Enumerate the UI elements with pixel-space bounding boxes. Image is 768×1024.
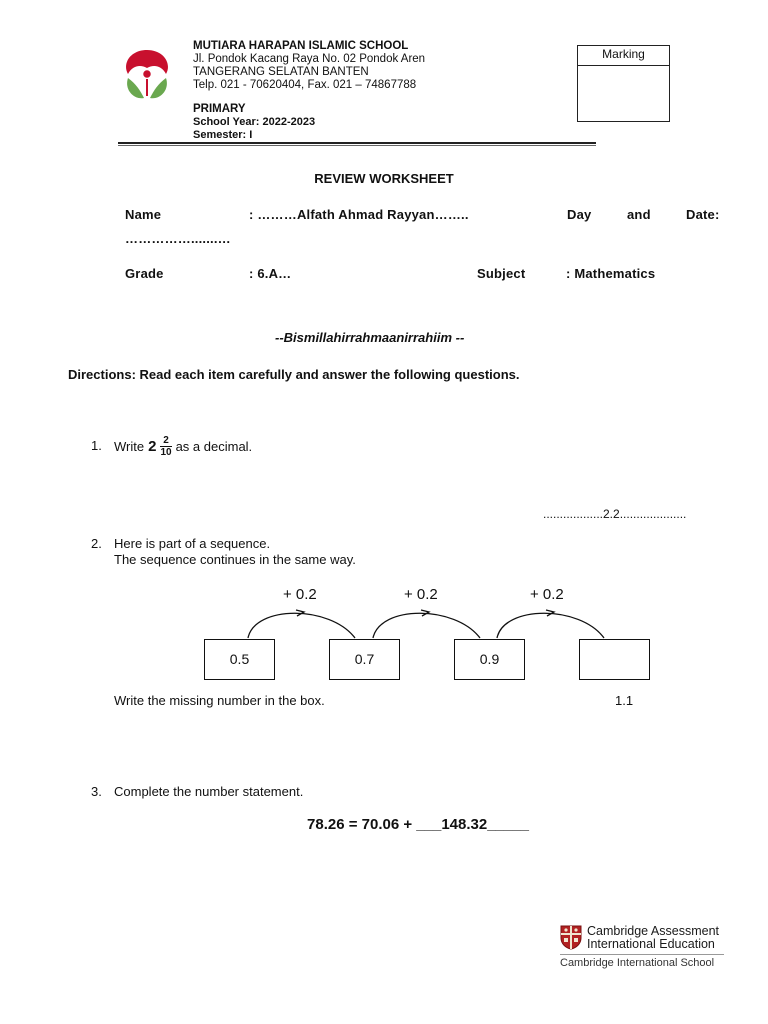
q1-number: 1.	[91, 438, 102, 453]
semester: Semester: I	[193, 129, 253, 141]
cambridge-name	[587, 925, 719, 951]
q2-instruction: Write the missing number in the box.	[114, 693, 325, 708]
marking-label: Marking	[578, 46, 669, 66]
and-label: and	[627, 207, 651, 222]
q1-answer: ..................2.2....................	[543, 507, 687, 521]
grade-value: : 6.A…	[249, 266, 292, 281]
name-label: Name	[125, 207, 162, 222]
sequence-box-answer[interactable]	[579, 639, 650, 680]
q3-statement: 78.26 = 70.06 + ___148.32_____	[307, 816, 529, 833]
cambridge-subtitle: Cambridge International School	[560, 957, 715, 969]
q2-line-1: Here is part of a sequence.	[114, 536, 271, 551]
q2-number: 2.	[91, 536, 102, 551]
directions: Directions: Read each item carefully and answer the following questions.	[68, 367, 520, 382]
marking-box	[577, 45, 670, 122]
q1-suffix: as a decimal.	[175, 438, 253, 454]
school-phone: Telp. 021 - 70620404, Fax. 021 – 74867788	[193, 79, 417, 91]
step-label-2: + 0.2	[404, 586, 438, 603]
school-logo	[116, 44, 178, 102]
date-value: …………….......…	[125, 231, 231, 246]
school-address-1: Jl. Pondok Kacang Raya No. 02 Pondok Aren	[193, 53, 426, 65]
q3-text: Complete the number statement.	[114, 784, 304, 799]
header-divider-thin	[118, 145, 596, 146]
day-label: Day	[567, 207, 592, 222]
cambridge-divider	[560, 954, 724, 955]
sequence-box-1: 0.5	[204, 639, 275, 680]
sequence-box-3: 0.9	[454, 639, 525, 680]
cambridge-line-2: International Education	[587, 937, 715, 951]
q1-prefix: Write	[114, 438, 145, 454]
subject-label: Subject	[477, 266, 526, 281]
q3-number: 3.	[91, 784, 102, 799]
step-label-1: + 0.2	[283, 586, 317, 603]
q1-fraction	[160, 435, 171, 458]
school-level: PRIMARY	[193, 103, 246, 115]
q1-numerator: 2	[160, 435, 171, 447]
worksheet-title: REVIEW WORKSHEET	[314, 171, 454, 186]
q1-denominator: 10	[160, 446, 172, 458]
q1-text	[114, 431, 252, 461]
step-label-3: + 0.2	[530, 586, 564, 603]
school-header	[193, 40, 425, 142]
q1-whole: 2	[148, 437, 157, 455]
name-value: : ………Alfath Ahmad Rayyan……..	[249, 207, 469, 222]
school-address-2: TANGERANG SELATAN BANTEN	[193, 66, 369, 78]
school-name: MUTIARA HARAPAN ISLAMIC SCHOOL	[193, 40, 409, 52]
bismillah: --Bismillahirrahmaanirrahiim --	[275, 330, 465, 345]
header-divider	[118, 142, 596, 144]
school-year: School Year: 2022-2023	[193, 116, 316, 128]
date-label: Date:	[686, 207, 720, 222]
cambridge-crest-icon	[560, 925, 582, 950]
arrow-3	[497, 613, 604, 638]
q2-answer: 1.1	[615, 693, 634, 708]
q2-line-2: The sequence continues in the same way.	[114, 552, 356, 567]
sequence-box-2: 0.7	[329, 639, 400, 680]
arrow-2	[373, 613, 480, 638]
arrow-1	[248, 613, 355, 638]
cambridge-line-1: Cambridge Assessment	[587, 924, 720, 938]
grade-label: Grade	[125, 266, 164, 281]
subject-value: : Mathematics	[566, 266, 656, 281]
